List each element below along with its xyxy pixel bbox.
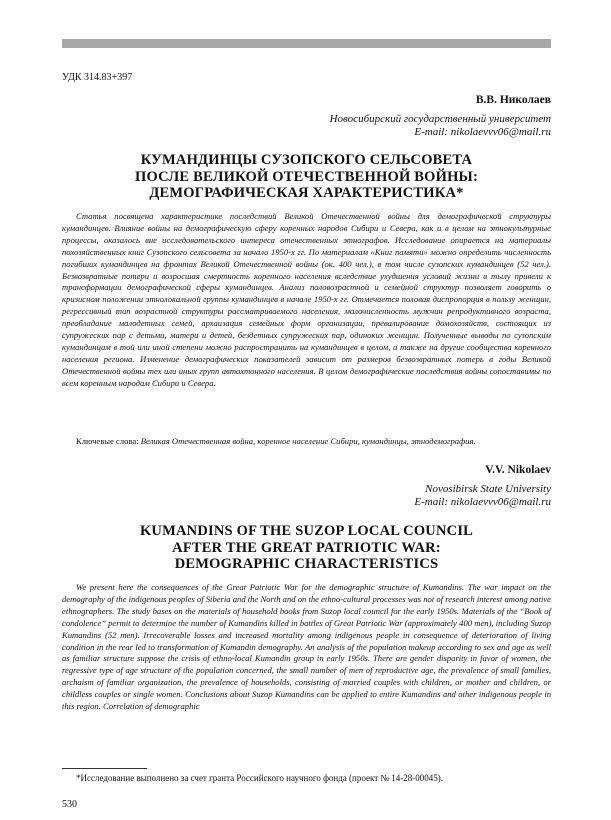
title-en	[62, 523, 551, 573]
title-en-line: AFTER THE GREAT PATRIOTIC WAR:	[172, 539, 441, 556]
author-ru: В.В. Николаев	[475, 94, 551, 106]
title-ru	[62, 152, 551, 202]
header-rule	[62, 39, 551, 48]
abstract-ru: Статья посвящена характеристике последствий Великой Отечественной войны для демографической структуры кумандинцев. Влияние войны на демографическую сферу коренных народов Сибири и Севера, как и в целом на этнокультурные процессы, оказалось вне исследовательского интереса отечественных этнографов. Исследование опирается на материалы похозяйственных книг Сузопского сельсовета за начало 1950-х гг. По материалам «Книг памяти» можно определить численность погибших кумандинцев на фронтах Великой Отечественной войны (ок. 400 чел.), в том числе сузопских кумандинцев (52 чел.). Безвозвратные потери и возросшая смертность коренного населения вследствие ухудшения условий жизни в тылу привели к трансформации демографической сферы кумандинцев. Анализ половозрастной и семейной структур позволяет говорить о кризисном положении этнолокальной группы кумандинцев в начале 1950-х гг. Отмечается половая диспропорция в пользу женщин, регрессивный тип возрастной структуры рассматриваемого населения, малочисленность мужчин репродуктивного возраста, преобладание малодетных семей, архаизация семейных форм организации, превалирование домохозяйств, состоящих из супружеских пар с детьми, матери и детей, бездетных супружеских пар, одиноких женщин. Полученные выводы по сузопским кумандинцам в той или иной степени можно распространить на кумандинцев в целом, а также на другие сообщества коренного населения региона. Изменение демографических показателей зависит от размеров безвозвратных потерь в годы Великой Отечественной войны тех или иных групп автохтонного населения. В целом демографические последствия войны сопоставимы по всем коренным народам Сибири и Севера.	[62, 211, 551, 388]
title-en-line: KUMANDINS OF THE SUZOP LOCAL COUNCIL	[139, 523, 474, 539]
page-number: 530	[62, 799, 77, 810]
title-ru-line: ПОСЛЕ ВЕЛИКОЙ ОТЕЧЕСТВЕННОЙ ВОЙНЫ:	[134, 168, 479, 185]
title-ru-line: ДЕМОГРАФИЧЕСКАЯ ХАРАКТЕРИСТИКА*	[149, 185, 464, 201]
affiliation-en: Novosibirsk State University	[425, 483, 551, 495]
abstract-en: We present here the consequences of the Great Patriotic War for the demographic structure of Kumandins. The war impact on the demography of the indigenous peoples of Siberia and the North and on the ethno-cultural processes was not of research interest among native ethnographers. The study bases on the materials of household books from Suzop local council for the early 1950s. Materials of the “Book of condolence” permit to determine the number of Kumandins killed in battles of Great Patriotic War (approximately 400 men), including Suzop Kumandins (52 men). Irrecoverable losses and increased mortality among indigenous people in consequence of deterioration of living condition in the rear led to transformation of Kumandin demography. An analysis of the population makeup according to sex and age as well as familiar structure suppose the crisis of ethno-local Kumandin group in early 1950s. There are gender disparity in favor of women, the regressive type of age structure of the population concerned, the small number of men of reproductive age, the prevalence of small families, archaism of familiar organization, the prevalence of households, consisting of married couples with children, or mother and children, or childless couples or single women. Conclusions about Suzop Kumandins can be applied to entire Kumandins and other indigenous people in this region. Correlation of demographic	[62, 582, 551, 712]
keywords-text: Великая Отечественная война, коренное население Сибири, кумандинцы, этнодемография.	[140, 436, 476, 446]
author-en: V.V. Nikolaev	[485, 464, 551, 476]
email-en: E-mail: nikolaevvv06@mail.ru	[414, 496, 551, 508]
email-ru: E-mail: nikolaevvv06@mail.ru	[414, 126, 551, 138]
affiliation-ru: Новосибирский государственный университет	[329, 113, 551, 125]
keywords-label: Ключевые слова:	[76, 436, 139, 446]
title-ru-line: КУМАНДИНЦЫ СУЗОПСКОГО СЕЛЬСОВЕТА	[140, 152, 473, 168]
udk-code: УДК 314.83+397	[62, 72, 133, 83]
footnote-rule	[62, 768, 147, 769]
title-en-line: DEMOGRAPHIC CHARACTERISTICS	[174, 556, 439, 572]
footnote: *Исследование выполнено за счет гранта Российского научного фонда (проект № 14-28-00045).	[76, 773, 443, 783]
keywords-ru	[76, 435, 551, 447]
